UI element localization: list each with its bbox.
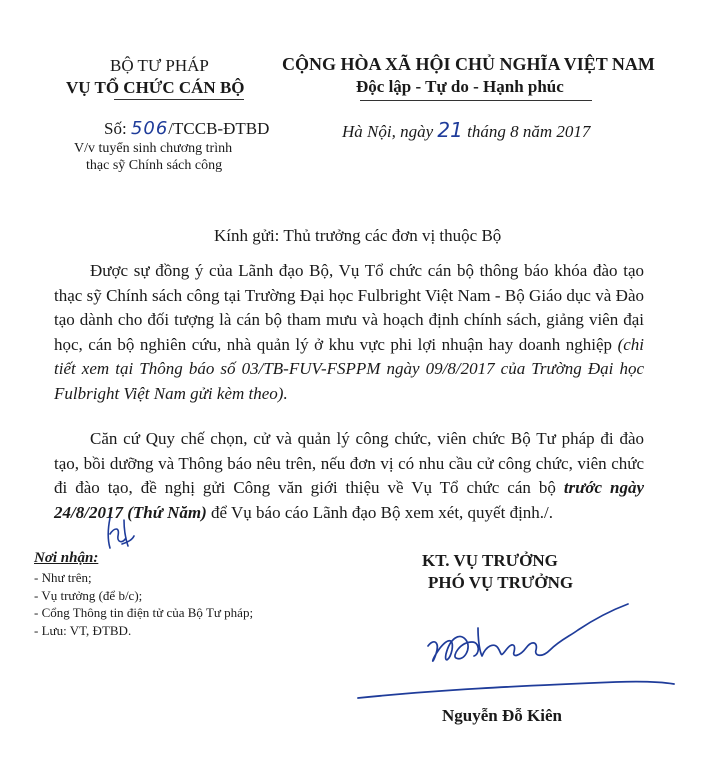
recipient-item: - Cổng Thông tin điện tử của Bộ Tư pháp;	[34, 605, 254, 620]
paragraph-1-text: Được sự đồng ý của Lãnh đạo Bộ, Vụ Tổ chức cán bộ thông báo khóa đào tạo thạc sỹ Chính sách công tại Trường Đại học Fulbright Việt Nam - Bộ Giáo dục và Đào tạo dành cho đối tượng là cán bộ tham mưu và hoạch định chính sách, giảng viên đại học, cán bộ nghiên cứu, nhà quản lý ở khu vực phi lợi nhuận hay doanh nghiệp	[54, 261, 644, 354]
body-paragraph-2	[54, 427, 644, 525]
department-name: VỤ TỔ CHỨC CÁN BỘ	[66, 78, 245, 97]
national-motto: Độc lập - Tự do - Hạnh phúc	[356, 77, 564, 96]
paragraph-1-reference: (chi tiết xem tại Thông báo số 03/TB-FUV-FSPPM ngày 09/8/2017 của Trường Đại học Fulbright Việt Nam gửi kèm theo).	[54, 334, 644, 403]
subject-line-1: V/v tuyển sinh chương trình	[74, 141, 233, 156]
greeting: Kính gửi: Thủ trưởng các đơn vị thuộc Bộ	[214, 226, 502, 245]
recipient-item: - Như trên;	[34, 570, 92, 585]
recipients-title: Nơi nhận:	[34, 550, 99, 566]
number-prefix: Số:	[104, 119, 131, 138]
ministry-name: BỘ TƯ PHÁP	[110, 56, 209, 75]
paragraph-2-text: Căn cứ Quy chế chọn, cử và quản lý công chức, viên chức Bộ Tư pháp đi đào tạo, bồi dưỡng và Thông báo nêu trên, nếu đơn vị có nhu cầu cử công chức, viên chức đi đào tạo, đề nghị gửi Công văn giới thiệu về Vụ Tổ chức cán bộ	[54, 429, 644, 498]
recipient-item: - Lưu: VT, ĐTBD.	[34, 623, 132, 638]
handwritten-initial	[104, 514, 138, 554]
recipient-item: - Vụ trưởng (để b/c);	[34, 588, 143, 603]
date-line	[342, 118, 590, 142]
number-handwritten: 506	[130, 118, 169, 139]
document-number	[104, 118, 269, 139]
date-prefix: Hà Nội, ngày	[342, 122, 438, 141]
date-day-handwritten: 21	[437, 118, 463, 142]
signer-title-1: KT. VỤ TRƯỞNG	[422, 551, 558, 570]
nation-title: CỘNG HÒA XÃ HỘI CHỦ NGHĨA VIỆT NAM	[282, 54, 655, 74]
paragraph-2-deadline: trước ngày 24/8/2017 (Thứ Năm)	[54, 478, 644, 522]
signer-name: Nguyễn Đỗ Kiên	[442, 706, 562, 725]
number-suffix: /TCCB-ĐTBD	[168, 119, 270, 138]
body-paragraph-1	[54, 259, 644, 407]
date-suffix: tháng 8 năm 2017	[462, 122, 591, 141]
header-divider-right	[360, 100, 592, 101]
handwritten-signature	[356, 598, 676, 708]
signer-title-2: PHÓ VỤ TRƯỞNG	[428, 573, 574, 592]
header-divider-left	[114, 99, 244, 100]
paragraph-2-end: để Vụ báo cáo Lãnh đạo Bộ xem xét, quyết định./.	[206, 502, 554, 522]
subject-line-2: thạc sỹ Chính sách công	[86, 158, 223, 173]
